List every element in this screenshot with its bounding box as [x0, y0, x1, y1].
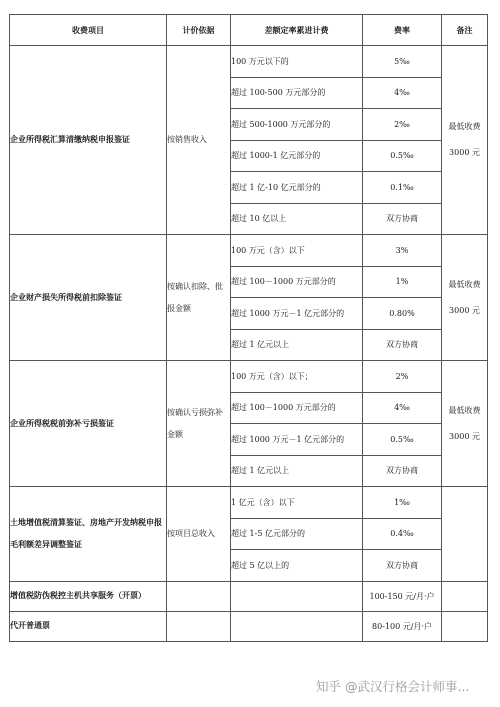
note-cell: [442, 581, 488, 611]
table-row: [10, 46, 488, 78]
range-cell: 超过 100－1000 万元部分的: [231, 266, 363, 298]
fee-table: [9, 14, 488, 642]
range-cell: 超过 1000-1 亿元部分的: [231, 140, 363, 172]
rate-cell: 双方协商: [363, 550, 442, 582]
range-cell: [231, 581, 363, 611]
rate-cell: 双方协商: [363, 329, 442, 361]
header-item: 收费项目: [10, 15, 167, 46]
rate-cell: 1‰: [363, 487, 442, 519]
basis-cell: 按确认亏损弥补金额: [167, 361, 231, 487]
basis-cell: [167, 611, 231, 641]
rate-cell: 4‰: [363, 77, 442, 109]
range-cell: 100 万元（含）以下: [231, 235, 363, 267]
header-progressive: 差额定率累进计费: [231, 15, 363, 46]
table-row: [10, 581, 488, 611]
rate-cell: 0.4‰: [363, 518, 442, 550]
item-cell: 增值税防伪税控主机共享服务（开票）: [10, 581, 167, 611]
range-cell: 超过 100－1000 万元部分的: [231, 392, 363, 424]
item-cell: 企业所得税汇算清缴纳税申报鉴证: [10, 46, 167, 235]
rate-cell: 2‰: [363, 109, 442, 141]
rate-cell: 1%: [363, 266, 442, 298]
rate-cell: 4‰: [363, 392, 442, 424]
range-cell: 超过 1 亿-10 亿元部分的: [231, 172, 363, 204]
table-row: [10, 235, 488, 267]
note-cell: [442, 487, 488, 582]
rate-cell: 0.5‰: [363, 140, 442, 172]
note-cell: [442, 611, 488, 641]
rate-cell: 3%: [363, 235, 442, 267]
rate-cell: 0.1‰: [363, 172, 442, 204]
basis-cell: [167, 581, 231, 611]
range-cell: 超过 100-500 万元部分的: [231, 77, 363, 109]
basis-cell: 按确认扣除、批报金额: [167, 235, 231, 361]
table-row: [10, 361, 488, 393]
range-cell: 超过 1000 万元－1 亿元部分的: [231, 424, 363, 456]
header-row: [10, 15, 488, 46]
note-cell: 最低收费 3000 元: [442, 46, 488, 235]
range-cell: 100 万元以下的: [231, 46, 363, 78]
range-cell: 1 亿元（含）以下: [231, 487, 363, 519]
header-note: 备注: [442, 15, 488, 46]
rate-cell: 0.80%: [363, 298, 442, 330]
table-row: [10, 611, 488, 641]
range-cell: 100 万元（含）以下；: [231, 361, 363, 393]
range-cell: 超过 1 亿元以上: [231, 329, 363, 361]
item-cell: 企业财产损失所得税前扣除鉴证: [10, 235, 167, 361]
rate-cell: 双方协商: [363, 455, 442, 487]
range-cell: [231, 611, 363, 641]
item-cell: 企业所得税税前弥补亏损鉴证: [10, 361, 167, 487]
rate-cell: 0.5‰: [363, 424, 442, 456]
header-rate: 费率: [363, 15, 442, 46]
watermark-text: 知乎 @武汉行格会计师事...: [316, 679, 470, 694]
note-cell: 最低收费 3000 元: [442, 361, 488, 487]
note-cell: 最低收费 3000 元: [442, 235, 488, 361]
header-basis: 计价依据: [167, 15, 231, 46]
basis-cell: 按项目总收入: [167, 487, 231, 582]
rate-cell: 5‰: [363, 46, 442, 78]
range-cell: 超过 1 亿元以上: [231, 455, 363, 487]
rate-cell: 80-100 元/月·户: [363, 611, 442, 641]
range-cell: 超过 1000 万元－1 亿元部分的: [231, 298, 363, 330]
range-cell: 超过 10 亿以上: [231, 203, 363, 235]
range-cell: 超过 1-5 亿元部分的: [231, 518, 363, 550]
rate-cell: 双方协商: [363, 203, 442, 235]
item-cell: 土地增值税清算鉴证、房地产开发纳税申报毛利额差异调整鉴证: [10, 487, 167, 582]
table-row: [10, 487, 488, 519]
item-cell: 代开普通票: [10, 611, 167, 641]
rate-cell: 100-150 元/月·户: [363, 581, 442, 611]
range-cell: 超过 500-1000 万元部分的: [231, 109, 363, 141]
range-cell: 超过 5 亿以上的: [231, 550, 363, 582]
basis-cell: 按销售收入: [167, 46, 231, 235]
rate-cell: 2%: [363, 361, 442, 393]
